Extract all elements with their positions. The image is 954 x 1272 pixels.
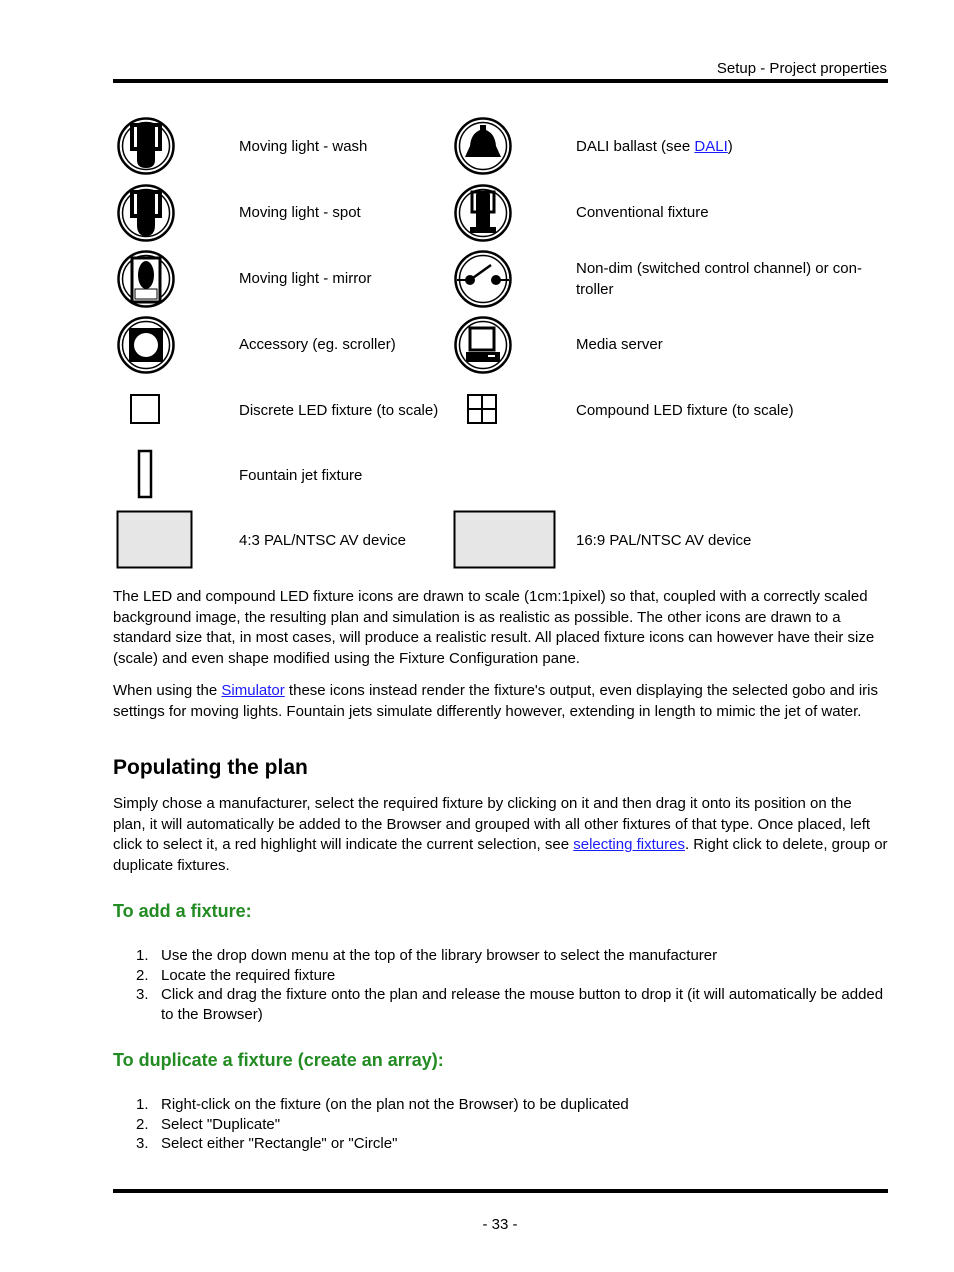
non-dim-switch-icon (453, 249, 513, 309)
fixture-label-media-server: Media server (576, 336, 663, 353)
media-server-icon (453, 315, 513, 375)
fixture-label-conventional: Conventional fixture (576, 204, 709, 221)
subheading-duplicate-fixture: To duplicate a fixture (create an array): (113, 1050, 444, 1070)
conventional-fixture-icon (453, 183, 513, 243)
list-item: 3. Select either "Rectangle" or "Circle" (136, 1135, 398, 1152)
dali-link[interactable]: DALI (694, 138, 728, 155)
fixture-label-av-4-3: 4:3 PAL/NTSC AV device (239, 532, 407, 549)
fountain-jet-icon (137, 449, 155, 500)
list-item: 3. Click and drag the fixture onto the plan and release the mouse button to drop it (it will automatically be added to the Browser) (136, 986, 884, 1023)
duplicate-fixture-steps (113, 1095, 888, 1154)
dali-ballast-icon (453, 116, 513, 176)
fixture-label-moving-light-spot: Moving light - spot (239, 204, 361, 221)
fixture-label-dali-ballast: DALI ballast (see DALI) (576, 138, 733, 155)
paragraph-populating: Simply chose a manufacturer, select the required fixture by clicking on it and then drag it onto its position on the plan, it will automatically be added to the Browser and grouped with all other fixtures of that type. Once placed, left click to select it, a red highlight will indicate the current selection, see selecting fixtures. Right click to delete, group or duplicate fixtures. (113, 795, 888, 874)
fixture-label-fountain-jet: Fountain jet fixture (239, 467, 363, 484)
moving-light-mirror-icon (116, 249, 176, 309)
fixture-label-av-16-9: 16:9 PAL/NTSC AV device (576, 532, 752, 549)
selecting-fixtures-link[interactable]: selecting fixtures (573, 836, 685, 853)
paragraph-icon-scale: The LED and compound LED fixture icons are drawn to scale (1cm:1pixel) so that, coupled with a correctly scaled background image, the resulting plan and simulation is as realistic as possible. The other icons are drawn to a standard size that, in most cases, will produce a realistic result. All placed fixture icons can however have their size (scale) and even shape modified using the Fixture Configuration pane. (113, 588, 875, 667)
compound-led-icon (467, 394, 498, 425)
av-device-16-9-icon (453, 510, 557, 570)
footer-rule (113, 1189, 888, 1193)
fixture-label-discrete-led: Discrete LED fixture (to scale) (239, 402, 439, 419)
moving-light-spot-icon (116, 183, 176, 243)
simulator-link[interactable]: Simulator (221, 682, 285, 699)
paragraph-simulator: When using the Simulator these icons instead render the fixture's output, even displaying the selected gobo and iris settings for moving lights. Fountain jets simulate differently however, extending in length to mimic the jet of water. (113, 682, 878, 720)
list-item: 1. Use the drop down menu at the top of the library browser to select the manufacturer (136, 947, 718, 964)
subheading-add-fixture: To add a fixture: (113, 901, 252, 921)
add-fixture-steps (113, 946, 888, 1024)
fixture-label-accessory: Accessory (eg. scroller) (239, 336, 396, 353)
page-number: - 33 - (482, 1216, 518, 1233)
fixture-label-compound-led: Compound LED fixture (to scale) (576, 402, 794, 419)
fixture-label-moving-light-mirror: Moving light - mirror (239, 270, 372, 287)
list-item: 2. Locate the required fixture (136, 966, 336, 984)
running-header: Setup - Project properties (716, 60, 887, 77)
discrete-led-icon (130, 394, 161, 425)
moving-light-wash-icon (116, 116, 176, 176)
section-heading-populating: Populating the plan (113, 756, 308, 779)
fixture-label-non-dim: Non-dim (switched control channel) or con- troller (576, 260, 862, 298)
accessory-scroller-icon (116, 315, 176, 375)
fixture-label-moving-light-wash: Moving light - wash (239, 138, 368, 155)
av-device-4-3-icon (116, 510, 194, 570)
header-rule (113, 79, 888, 83)
list-item: 1. Right-click on the fixture (on the plan not the Browser) to be duplicated (136, 1096, 629, 1113)
list-item: 2. Select "Duplicate" (136, 1115, 281, 1133)
